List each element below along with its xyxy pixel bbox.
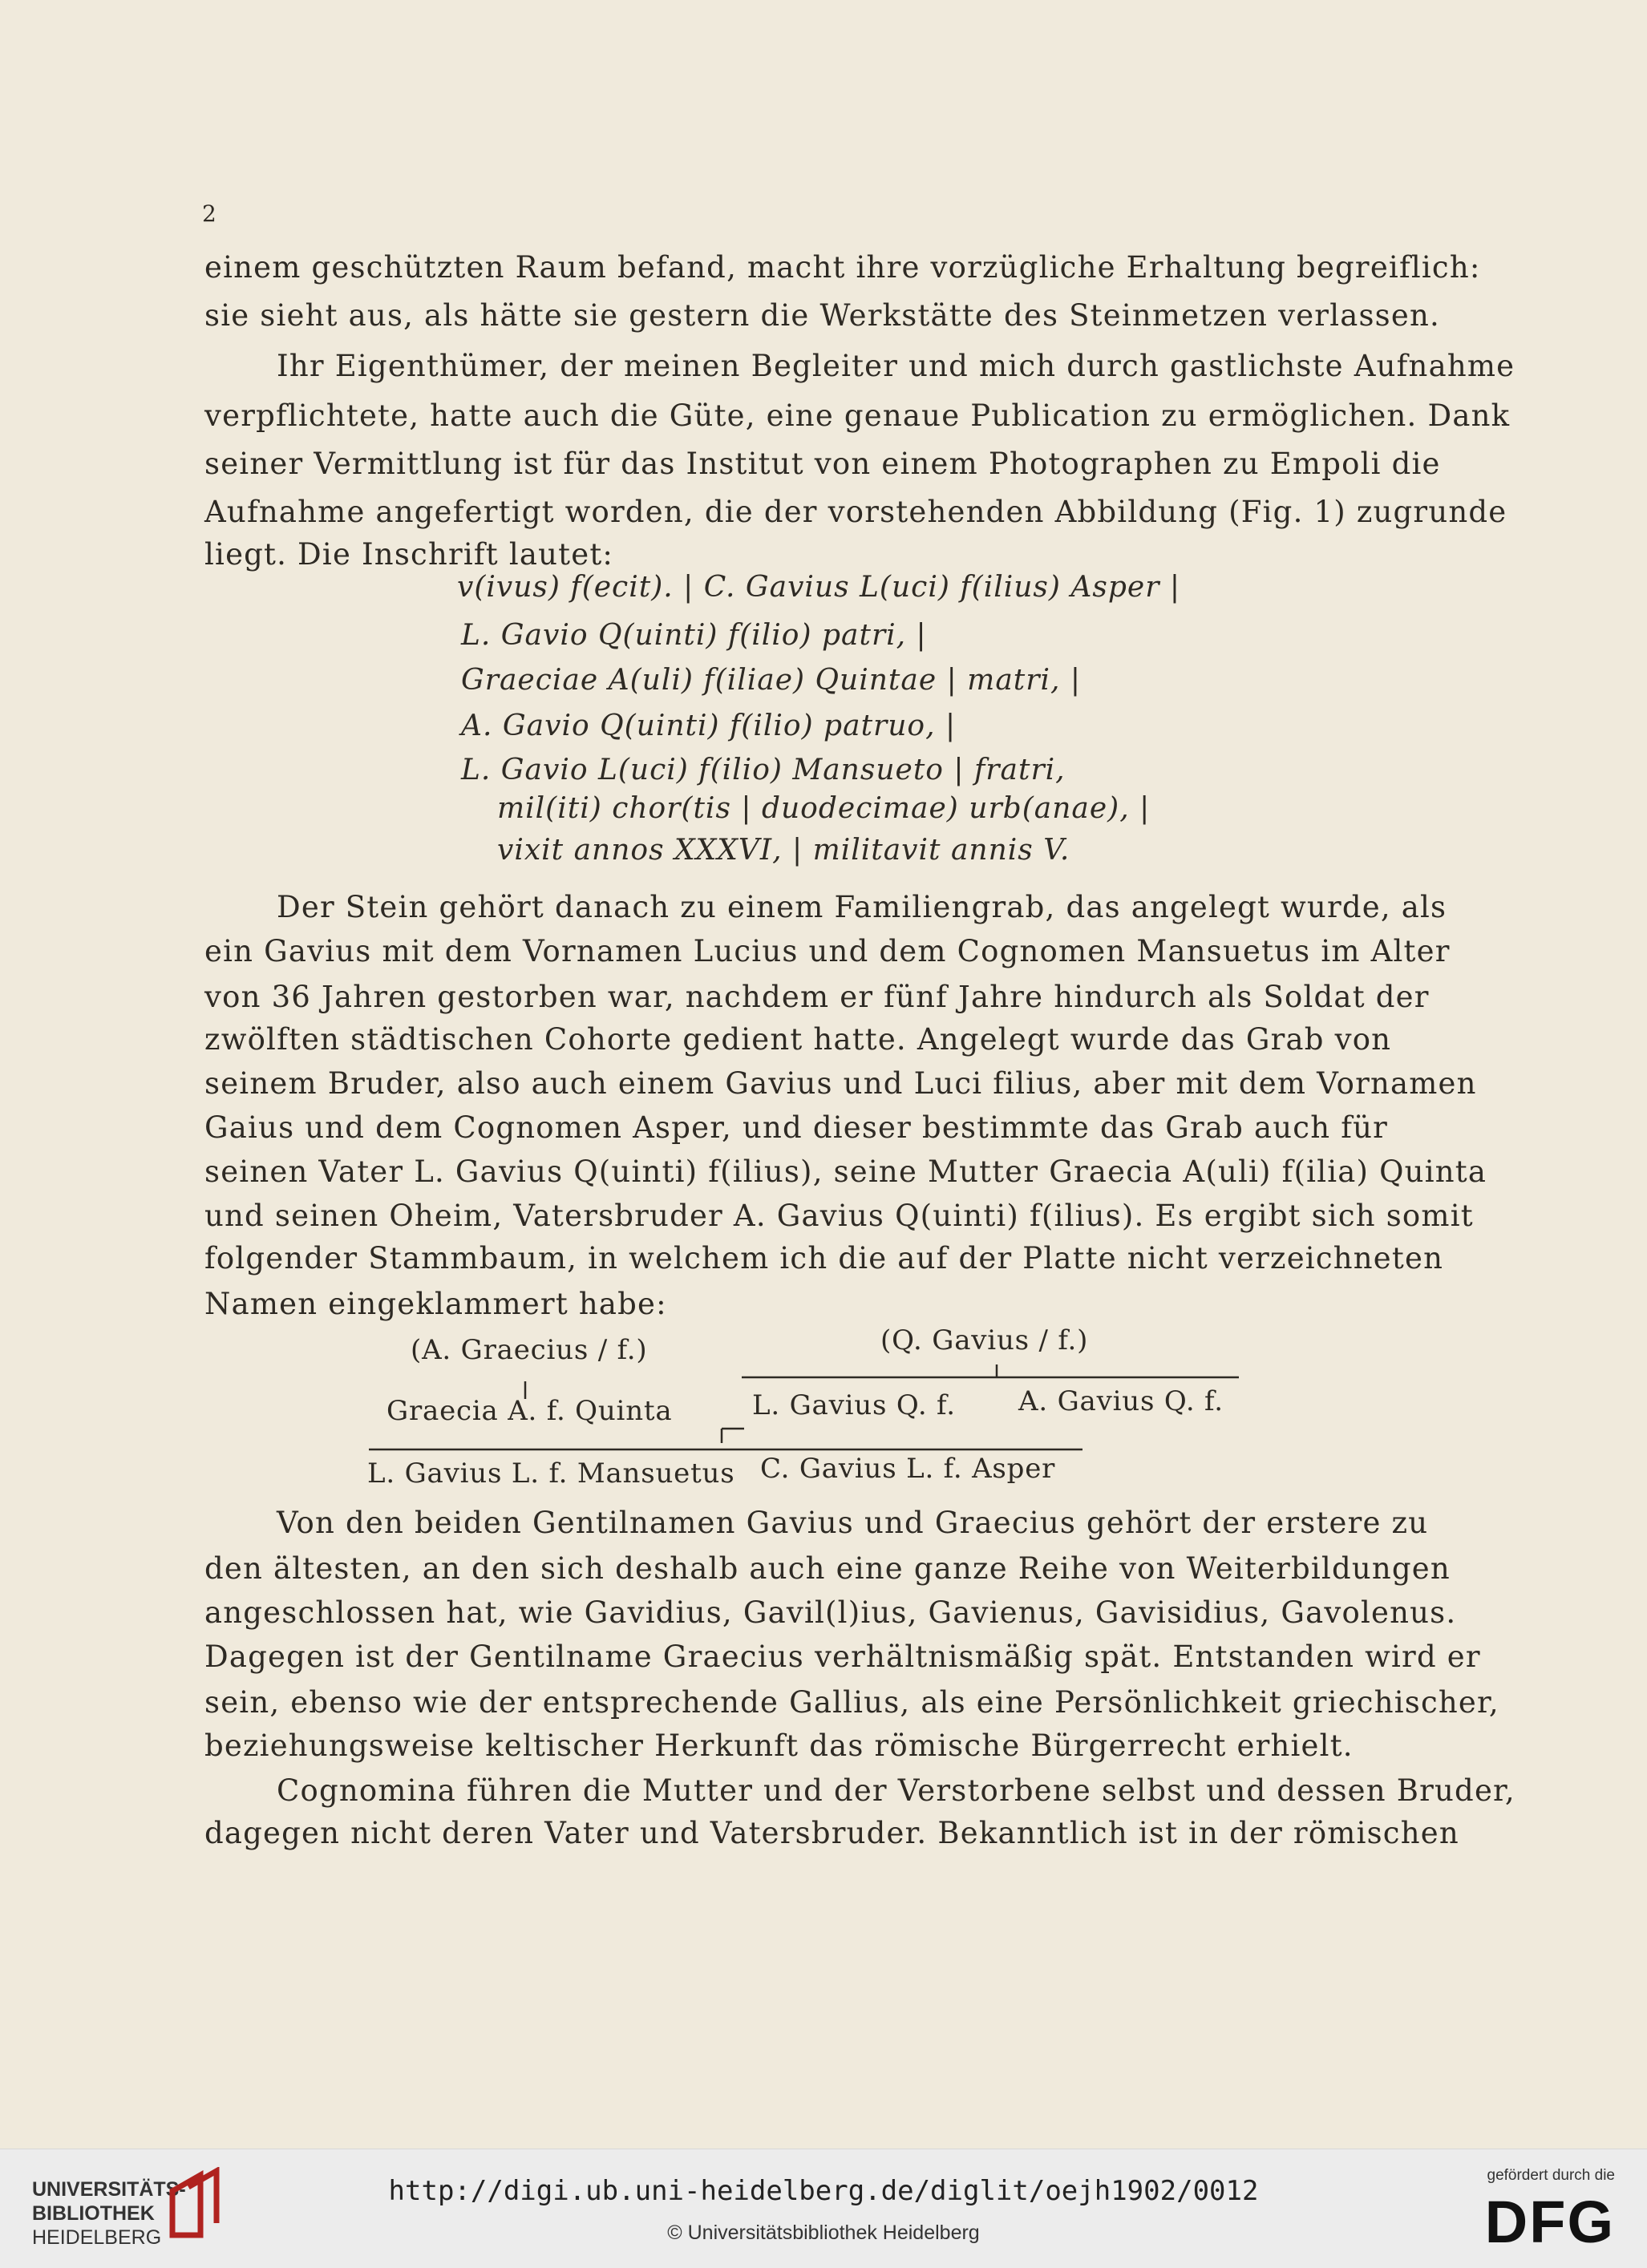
library-line-1: UNIVERSITÄTS-	[32, 2178, 186, 2201]
inscription-line: L. Gavio Q(uinti) f(ilio) patri, |	[461, 619, 927, 652]
text-line: Dagegen ist der Gentilname Graecius verhältnismäßig spät. Entstanden wird er	[204, 1639, 1481, 1674]
viewer-footer	[0, 2149, 1647, 2268]
tree-father: L. Gavius Q. f.	[752, 1389, 956, 1421]
permalink-url[interactable]: http://digi.ub.uni-heidelberg.de/diglit/oejh1902/0012	[388, 2175, 1259, 2207]
page-number: 2	[202, 200, 216, 227]
inscription-line: v(ivus) f(ecit). | C. Gavius L(uci) f(ilius) Asper |	[457, 571, 1180, 604]
dfg-logo: DFG	[1484, 2189, 1615, 2255]
text-line: von 36 Jahren gestorben war, nachdem er fünf Jahre hindurch als Soldat der	[204, 980, 1430, 1014]
inscription-line: A. Gavio Q(uinti) f(ilio) patruo, |	[461, 710, 957, 742]
text-line: sie sieht aus, als hätte sie gestern die Werkstätte des Steinmetzen verlassen.	[204, 298, 1440, 333]
inscription-line: vixit annos XXXVI, | militavit annis V.	[497, 834, 1070, 867]
library-line-2: BIBLIOTHEK	[32, 2202, 155, 2225]
tree-mother: Graecia A. f. Quinta	[386, 1395, 673, 1427]
text-line: Aufnahme angefertigt worden, die der vorstehenden Abbildung (Fig. 1) zugrunde	[204, 495, 1507, 529]
text-line: Cognomina führen die Mutter und der Verstorbene selbst und dessen Bruder,	[277, 1773, 1515, 1808]
text-line: Gaius und dem Cognomen Asper, und dieser bestimmte das Grab auch für	[204, 1110, 1389, 1145]
text-line: folgender Stammbaum, in welchem ich die auf der Platte nicht verzeichneten	[204, 1241, 1444, 1275]
text-line: zwölften städtischen Cohorte gedient hatte. Angelegt wurde das Grab von	[204, 1022, 1392, 1057]
copyright-notice: © Universitätsbibliothek Heidelberg	[667, 2222, 980, 2244]
text-line: dagegen nicht deren Vater und Vatersbruder. Bekanntlich ist in der römischen	[204, 1816, 1459, 1850]
text-line: angeschlossen hat, wie Gavidius, Gavil(l)ius, Gavienus, Gavisidius, Gavolenus.	[204, 1595, 1457, 1630]
text-line: Ihr Eigenthümer, der meinen Begleiter und mich durch gastlichste Aufnahme	[277, 349, 1515, 383]
text-line: seiner Vermittlung ist für das Institut von einem Photographen zu Empoli die	[204, 447, 1441, 481]
inscription-line: Graeciae A(uli) f(iliae) Quintae | matri, |	[461, 664, 1081, 697]
text-line: und seinen Oheim, Vatersbruder A. Gavius Q(uinti) f(ilius). Es ergibt sich somit	[204, 1199, 1474, 1233]
text-line: beziehungsweise keltischer Herkunft das römische Bürgerrecht erhielt.	[204, 1728, 1354, 1763]
text-line: seinem Bruder, also auch einem Gavius und Luci filius, aber mit dem Vornamen	[204, 1066, 1477, 1101]
text-line: Der Stein gehört danach zu einem Familiengrab, das angelegt wurde, als	[277, 890, 1447, 924]
tree-grandfather-q: (Q. Gavius / f.)	[880, 1324, 1089, 1356]
library-line-3: HEIDELBERG	[32, 2226, 162, 2249]
tree-uncle: A. Gavius Q. f.	[1018, 1385, 1224, 1417]
funded-by-label: gefördert durch die	[1487, 2167, 1615, 2184]
text-line: Namen eingeklammert habe:	[204, 1287, 667, 1321]
tree-son-mansuetus: L. Gavius L. f. Mansuetus	[367, 1457, 735, 1490]
text-line: ein Gavius mit dem Vornamen Lucius und dem Cognomen Mansuetus im Alter	[204, 934, 1451, 968]
text-line: verpflichtete, hatte auch die Güte, eine genaue Publication zu ermöglichen. Dank	[204, 398, 1511, 433]
inscription-line: mil(iti) chor(tis | duodecimae) urb(anae), |	[497, 792, 1151, 825]
text-line: liegt. Die Inschrift lautet:	[204, 537, 614, 572]
inscription-line: L. Gavio L(uci) f(ilio) Mansueto | fratri,	[461, 754, 1066, 786]
tree-grandfather-a: (A. Graecius / f.)	[411, 1334, 648, 1366]
tree-son-asper: C. Gavius L. f. Asper	[760, 1453, 1056, 1485]
text-line: seinen Vater L. Gavius Q(uinti) f(ilius), seine Mutter Graecia A(uli) f(ilia) Quinta	[204, 1154, 1487, 1189]
text-line: Von den beiden Gentilnamen Gavius und Graecius gehört der erstere zu	[277, 1506, 1429, 1540]
text-line: einem geschützten Raum befand, macht ihre vorzügliche Erhaltung begreiflich:	[204, 250, 1481, 285]
text-line: sein, ebenso wie der entsprechende Gallius, als eine Persönlichkeit griechischer,	[204, 1685, 1499, 1720]
text-line: den ältesten, an den sich deshalb auch eine ganze Reihe von Weiterbildungen	[204, 1551, 1451, 1586]
